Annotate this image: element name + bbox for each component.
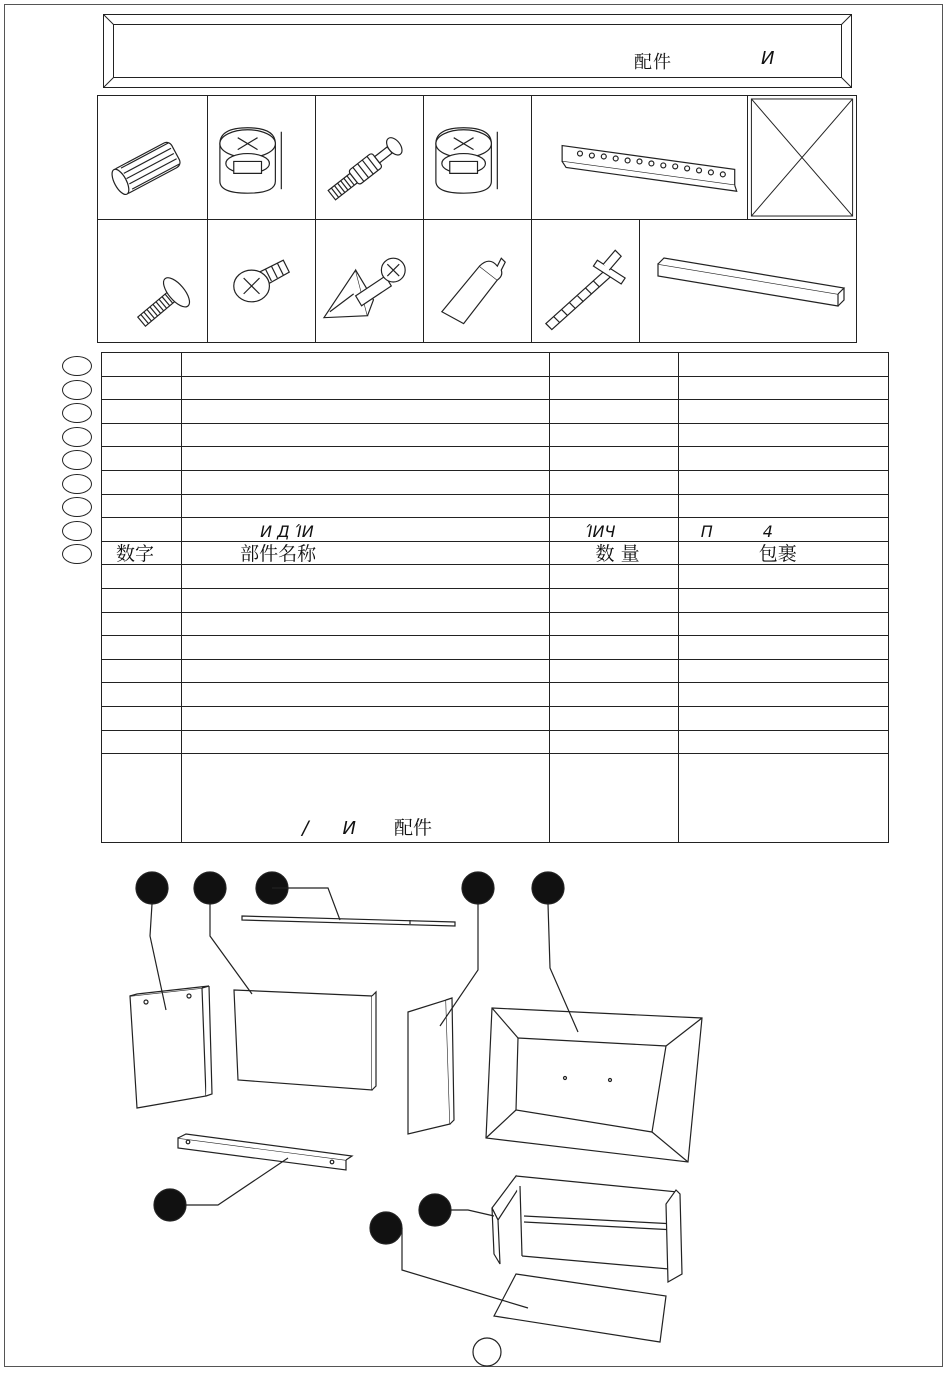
- exploded-diagram: [0, 850, 950, 1373]
- hw-cell-corner-block: [316, 220, 424, 342]
- hw-cell-cam-lock-1: [208, 96, 316, 220]
- cam-bolt-icon: [316, 96, 423, 219]
- table-row: [102, 376, 889, 400]
- banner-frame: [103, 14, 852, 88]
- table-row: [102, 659, 889, 683]
- callout-circle-1: [136, 872, 168, 904]
- row8-pkg-cell-b: 4: [762, 521, 773, 541]
- row8-pkg-cell-a: Π: [700, 521, 713, 541]
- drawer-slide-icon: [532, 96, 747, 219]
- side-circle-7: [62, 497, 92, 517]
- table-row: [102, 706, 889, 730]
- col-part-name-header: 部件名称: [240, 543, 317, 565]
- table-header-row: [102, 541, 889, 565]
- hw-cell-long-bolt: [532, 220, 640, 342]
- mushroom-screw-icon: [98, 220, 207, 342]
- flat-screw-icon: [208, 220, 315, 342]
- hw-cell-cam-lock-2: [424, 96, 532, 220]
- table-row: [102, 353, 889, 377]
- cam-lock-icon: [424, 96, 531, 219]
- table-row: [102, 683, 889, 707]
- hw-cell-handle-profile: [640, 220, 856, 342]
- last-row-mark: И: [342, 818, 356, 840]
- side-circle-8: [62, 521, 92, 541]
- parts-diagram: [0, 850, 950, 1373]
- page-number-circle: [473, 1338, 501, 1366]
- side-circle-1: [62, 356, 92, 376]
- banner-title: 配件: [634, 52, 672, 73]
- table-row: [102, 494, 889, 518]
- corner-block-screw-icon: [316, 220, 423, 342]
- side-circle-3: [62, 403, 92, 423]
- row8-name-cell: И Д ΊИ: [260, 521, 314, 541]
- table-row: [102, 400, 889, 424]
- hw-cell-flat-screw: [208, 220, 316, 342]
- dowel-icon: [98, 96, 207, 219]
- empty-cell-icon: [748, 96, 856, 219]
- banner-mark: И: [761, 48, 775, 69]
- hardware-grid: [97, 95, 857, 343]
- callout-circle-5: [532, 872, 564, 904]
- hw-cell-mushroom-screw: [98, 220, 208, 342]
- table-row: [102, 730, 889, 754]
- col-package-header: 包裹: [758, 543, 797, 565]
- col-quantity-header: 数 量: [595, 543, 640, 565]
- last-row-fittings: 配件: [393, 817, 432, 840]
- row8-qty-cell: ΊИЧ: [585, 521, 616, 541]
- parts-table: [101, 352, 889, 843]
- last-row-slash: /: [302, 817, 309, 840]
- table-row: [102, 447, 889, 471]
- hw-cell-cam-bolt: [316, 96, 424, 220]
- table-row: [102, 518, 889, 542]
- hw-cell-empty: [748, 96, 856, 220]
- table-row: [102, 588, 889, 612]
- handle-profile-icon: [640, 220, 856, 342]
- col-number-header: 数字: [116, 543, 155, 565]
- table-row: [102, 754, 889, 843]
- table-row: [102, 470, 889, 494]
- callout-circle-6: [154, 1189, 186, 1221]
- callout-circle-7: [419, 1194, 451, 1226]
- callout-circle-2: [194, 872, 226, 904]
- cam-lock-icon: [208, 96, 315, 219]
- table-row: [102, 612, 889, 636]
- long-bolt-icon: [532, 220, 639, 342]
- table-row: [102, 423, 889, 447]
- callout-circle-4: [462, 872, 494, 904]
- side-circle-6: [62, 474, 92, 494]
- title-banner: [103, 14, 852, 88]
- hw-cell-glue-tube: [424, 220, 532, 342]
- side-circle-4: [62, 427, 92, 447]
- glue-tube-icon: [424, 220, 531, 342]
- table-row: [102, 636, 889, 660]
- hw-cell-dowel: [98, 96, 208, 220]
- hw-cell-drawer-slide: [532, 96, 748, 220]
- side-circle-9: [62, 544, 92, 564]
- side-circle-5: [62, 450, 92, 470]
- table-row: [102, 565, 889, 589]
- callout-circle-8: [370, 1212, 402, 1244]
- side-circle-2: [62, 380, 92, 400]
